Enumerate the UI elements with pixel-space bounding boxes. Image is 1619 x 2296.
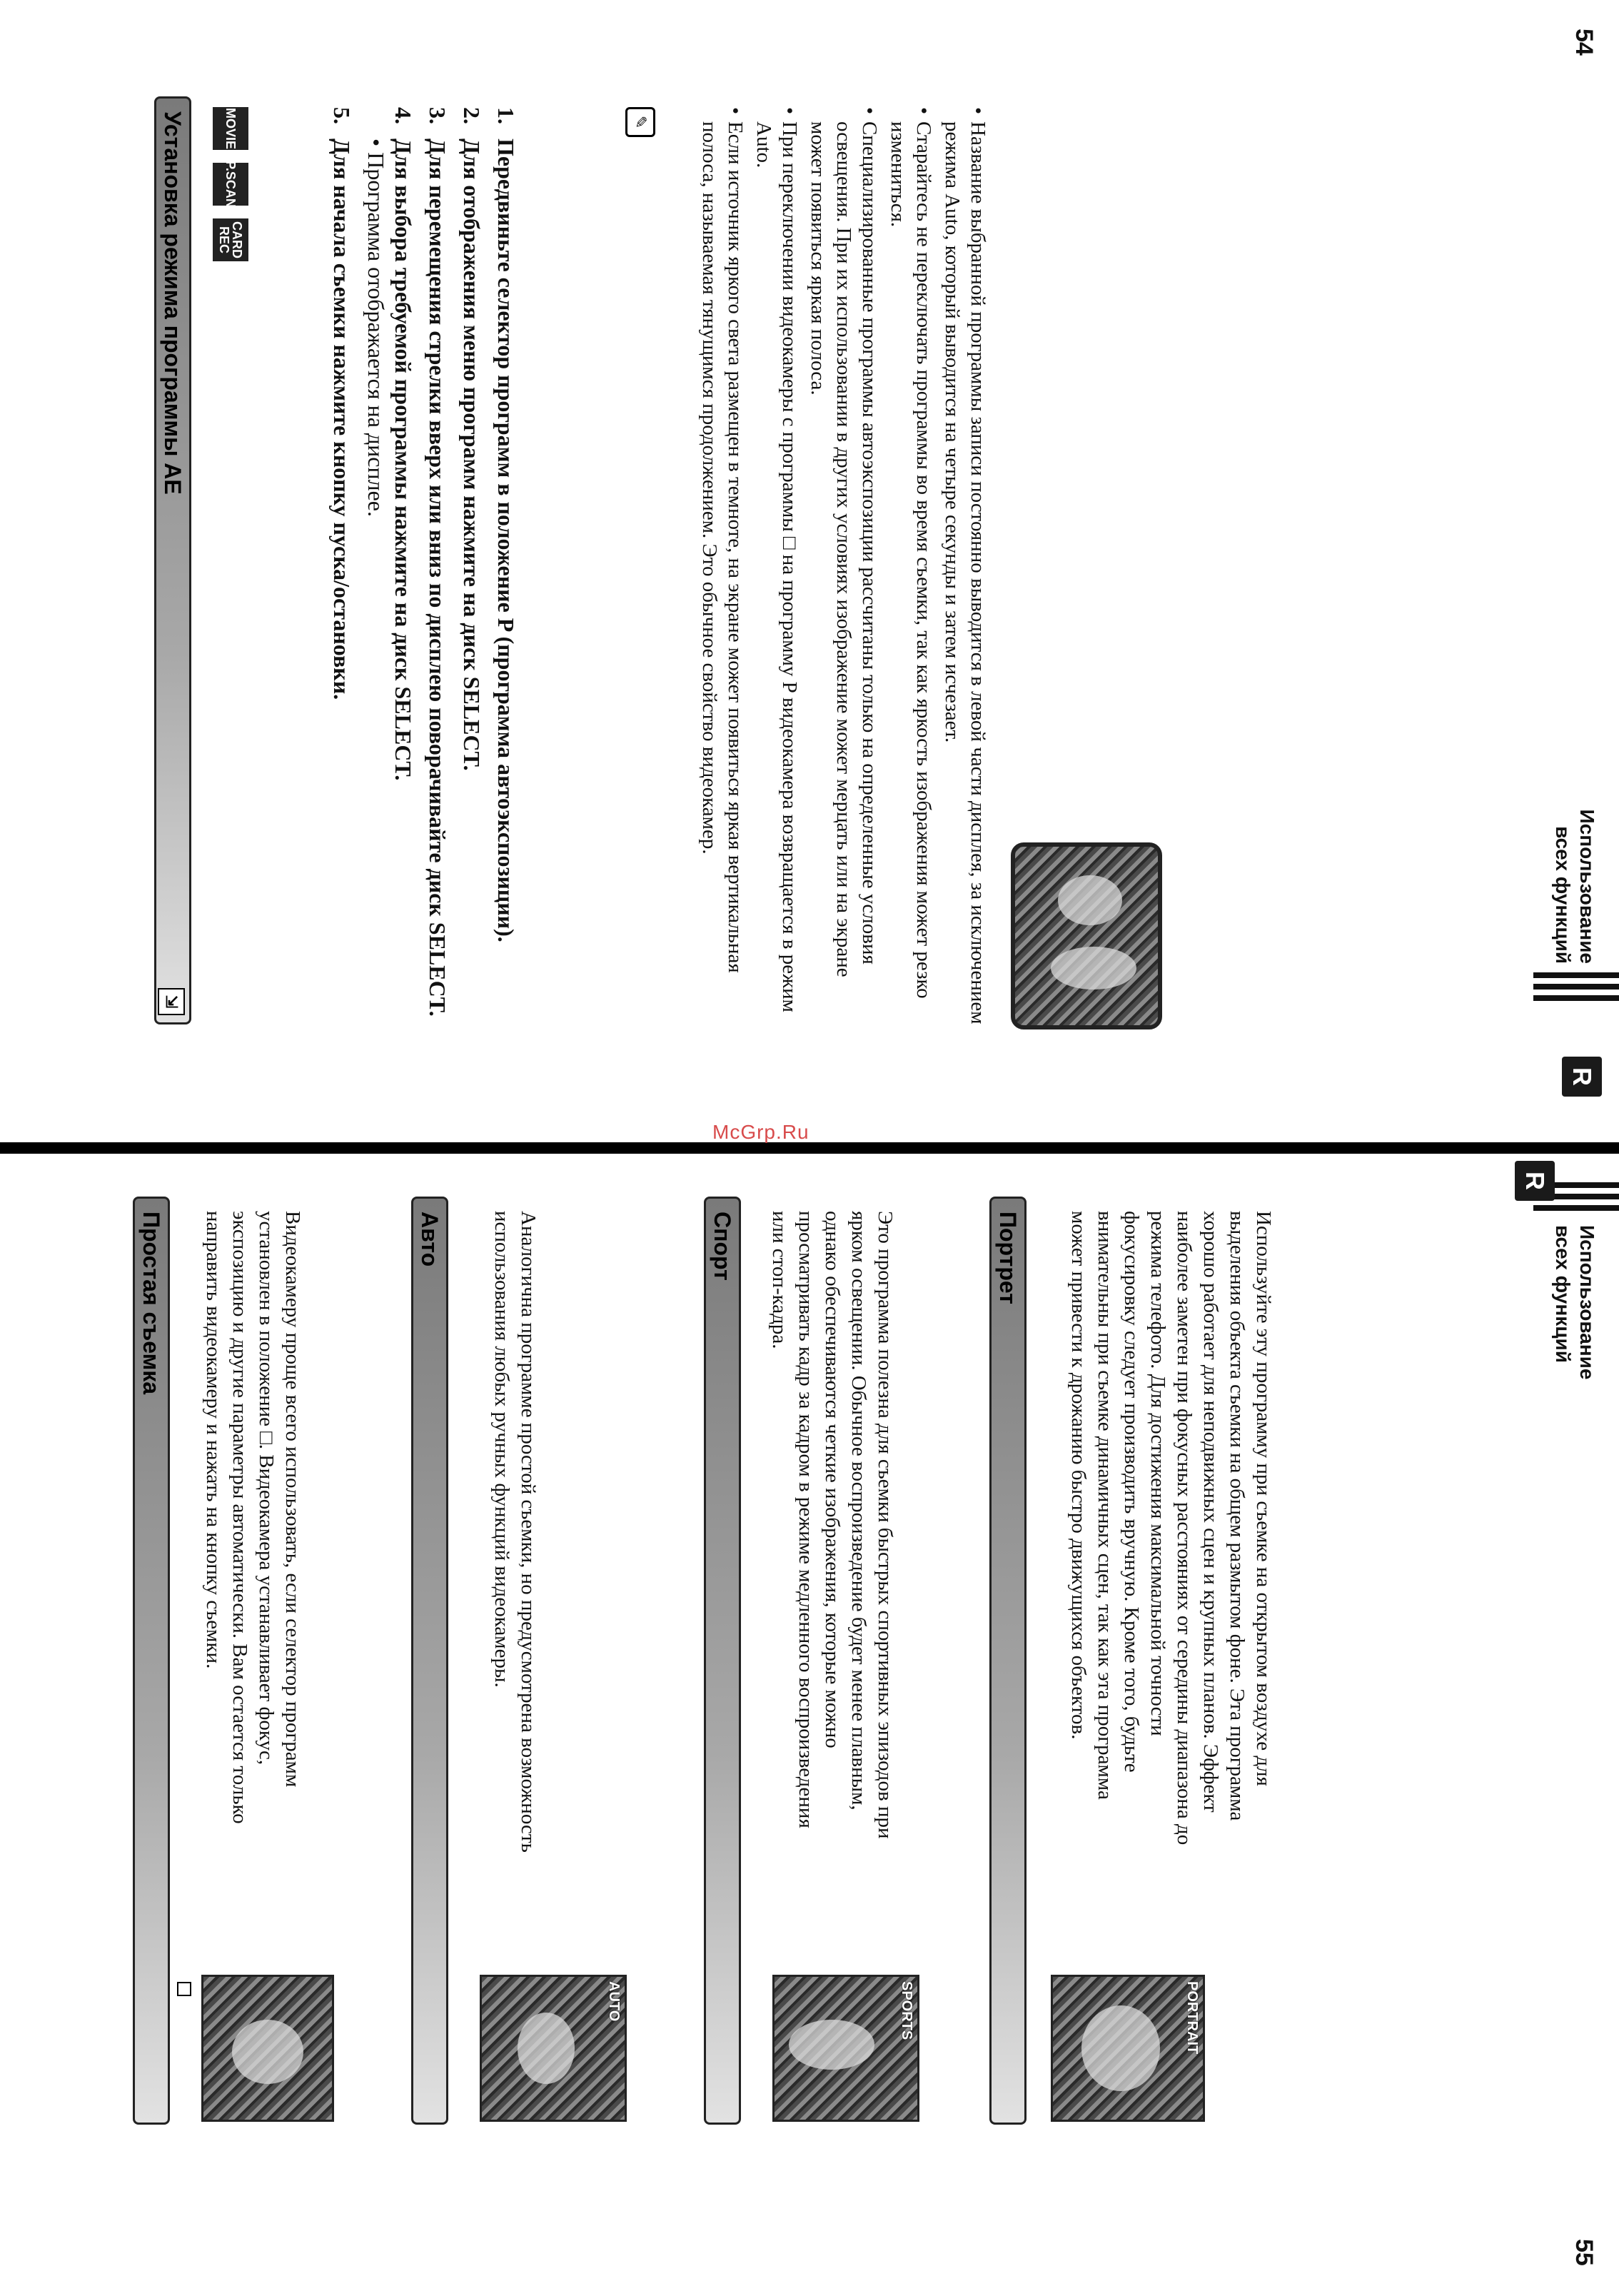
auto-mode-photo — [480, 1975, 627, 2122]
section-text: Видеокамеру проще всего использовать, если селектор программ установлен в положение □. Видеокамера устанавливает фокус, экспозицию и другие параметры автоматически. Вам остается только направить видеокамеру и нажать на кнопку съемки. — [202, 1211, 304, 1824]
language-badge: R — [1515, 1161, 1555, 1201]
page-55 — [0, 1154, 1619, 2296]
section-title-bar — [704, 1197, 741, 2125]
section-text: Аналогична программе простой съемки, но предусмотрена возможность использования любых ручных функций видеокамеры. — [490, 1211, 540, 1853]
page-number: 55 — [1570, 2239, 1598, 2266]
step-item: 4. Для выбора требуемой программы нажмите на диск SELECT. • Программа отображается на дисплее. — [363, 107, 416, 781]
step-item: 3. Для перемещения стрелки вверх или вниз по дисплею поворачивайте диск SELECT. — [425, 107, 450, 1017]
page-number: 54 — [1570, 29, 1598, 56]
section-header-line1: Использование — [1576, 809, 1598, 964]
note-item: • При переключении видеокамеры с программы □ на программу P видеокамера возвращается в режим Auto. — [751, 107, 802, 1035]
note-item: • Название выбранной программы записи постоянно выводится в левой части дисплея, за исключением режима Auto, который выводится на четыре секунды и затем исчезает. — [939, 107, 991, 1035]
note-item: • Специализированные программы автоэкспозиции рассчитаны только на определенные условия освещения. При их использовании в других условиях изображение может мерцать или на экране может появиться яркая полоса. — [805, 107, 882, 1035]
section-title-bar — [154, 96, 191, 1024]
notes-list — [694, 107, 991, 1035]
section-title: Авто — [417, 1212, 443, 1267]
photo-caption: AUTO — [606, 1981, 622, 2022]
photo-caption: PORTRAIT — [1184, 1981, 1200, 2055]
watermark: McGrp.Ru — [712, 1121, 810, 1143]
photo-caption: SPORTS — [899, 1981, 914, 2040]
steps-list — [321, 107, 520, 1035]
section-header-line1: Использование — [1576, 1225, 1598, 1380]
sports-mode-photo — [772, 1975, 919, 2122]
note-item: • Если источник яркого света размещен в темноте, на экране может появиться яркая вертикальная полоса, называемая тянущимся продолжением. Это обычное свойство видеокамер. — [697, 107, 748, 1035]
section-text: Используйте эту программу при съемке на открытом воздухе для выделения объекта съемки на общем размытом фоне. Эта программа хорошо работает для неподвижных сцен и крупных планов. Эффект наиболее заметен при фокусных расстояниях от середины диапазона до режима телефото. Для достижения максимальной точности фокусировку следует производить вручную. Кроме того, будьте внимательны при съемке динамичных сцен, так как эта программа может привести к дрожанию быстро движущихся объектов. — [1067, 1211, 1275, 1846]
portrait-mode-photo — [1051, 1975, 1205, 2122]
section-header-line2: всех функций — [1552, 826, 1574, 964]
section-title-bar — [411, 1197, 448, 2125]
section-title-bar — [989, 1197, 1027, 2125]
section-header — [1550, 1225, 1599, 1439]
easy-mode-photo — [201, 1975, 334, 2122]
section-title: Портрет — [995, 1212, 1022, 1304]
page-divider — [0, 1142, 1619, 1154]
card-rec-mode-icon: CARD REC — [213, 218, 248, 261]
mode-icons — [213, 107, 248, 261]
section-title: Установка режима программы АЕ — [160, 111, 186, 495]
section-header — [1550, 750, 1599, 964]
language-badge: R — [1562, 1057, 1602, 1097]
step-item: 2. Для отображения меню программ нажмите на диск SELECT. — [459, 107, 485, 771]
pscan-mode-icon: P.SCAN — [213, 163, 248, 206]
movie-mode-icon: MOVIE — [213, 107, 248, 150]
header-bars-decoration — [1533, 972, 1619, 1004]
section-header-line2: всех функций — [1552, 1225, 1574, 1363]
section-text: Это программа полезна для съемки быстрых спортивных эпизодов при ярком освещении. Обычное воспроизведение будет менее плавным, однако обеспечиваются четкие изображения, которые можно просматривать кадр за кадром в режиме медленного воспроизведения или стоп-кадра. — [768, 1211, 897, 1839]
step-item: 5. Для начала съемки нажмите кнопку пуска/остановки. — [329, 107, 355, 700]
easy-mode-icon — [177, 1982, 191, 1996]
ae-program-icon: ⇲ — [158, 988, 185, 1015]
page-54 — [0, 0, 1619, 1142]
section-title: Простая съемка — [138, 1212, 165, 1395]
section-title-bar — [133, 1197, 170, 2125]
sample-display-photo — [1011, 842, 1162, 1029]
note-item: • Старайтесь не переключать программы во время съемки, так как яркость изображения может резко измениться. — [885, 107, 937, 1035]
section-title: Спорт — [710, 1212, 736, 1281]
note-icon: ✎ — [625, 107, 655, 137]
step-item: 1. Передвиньте селектор программ в положение P (программа автоэкспозиции). — [493, 107, 519, 942]
